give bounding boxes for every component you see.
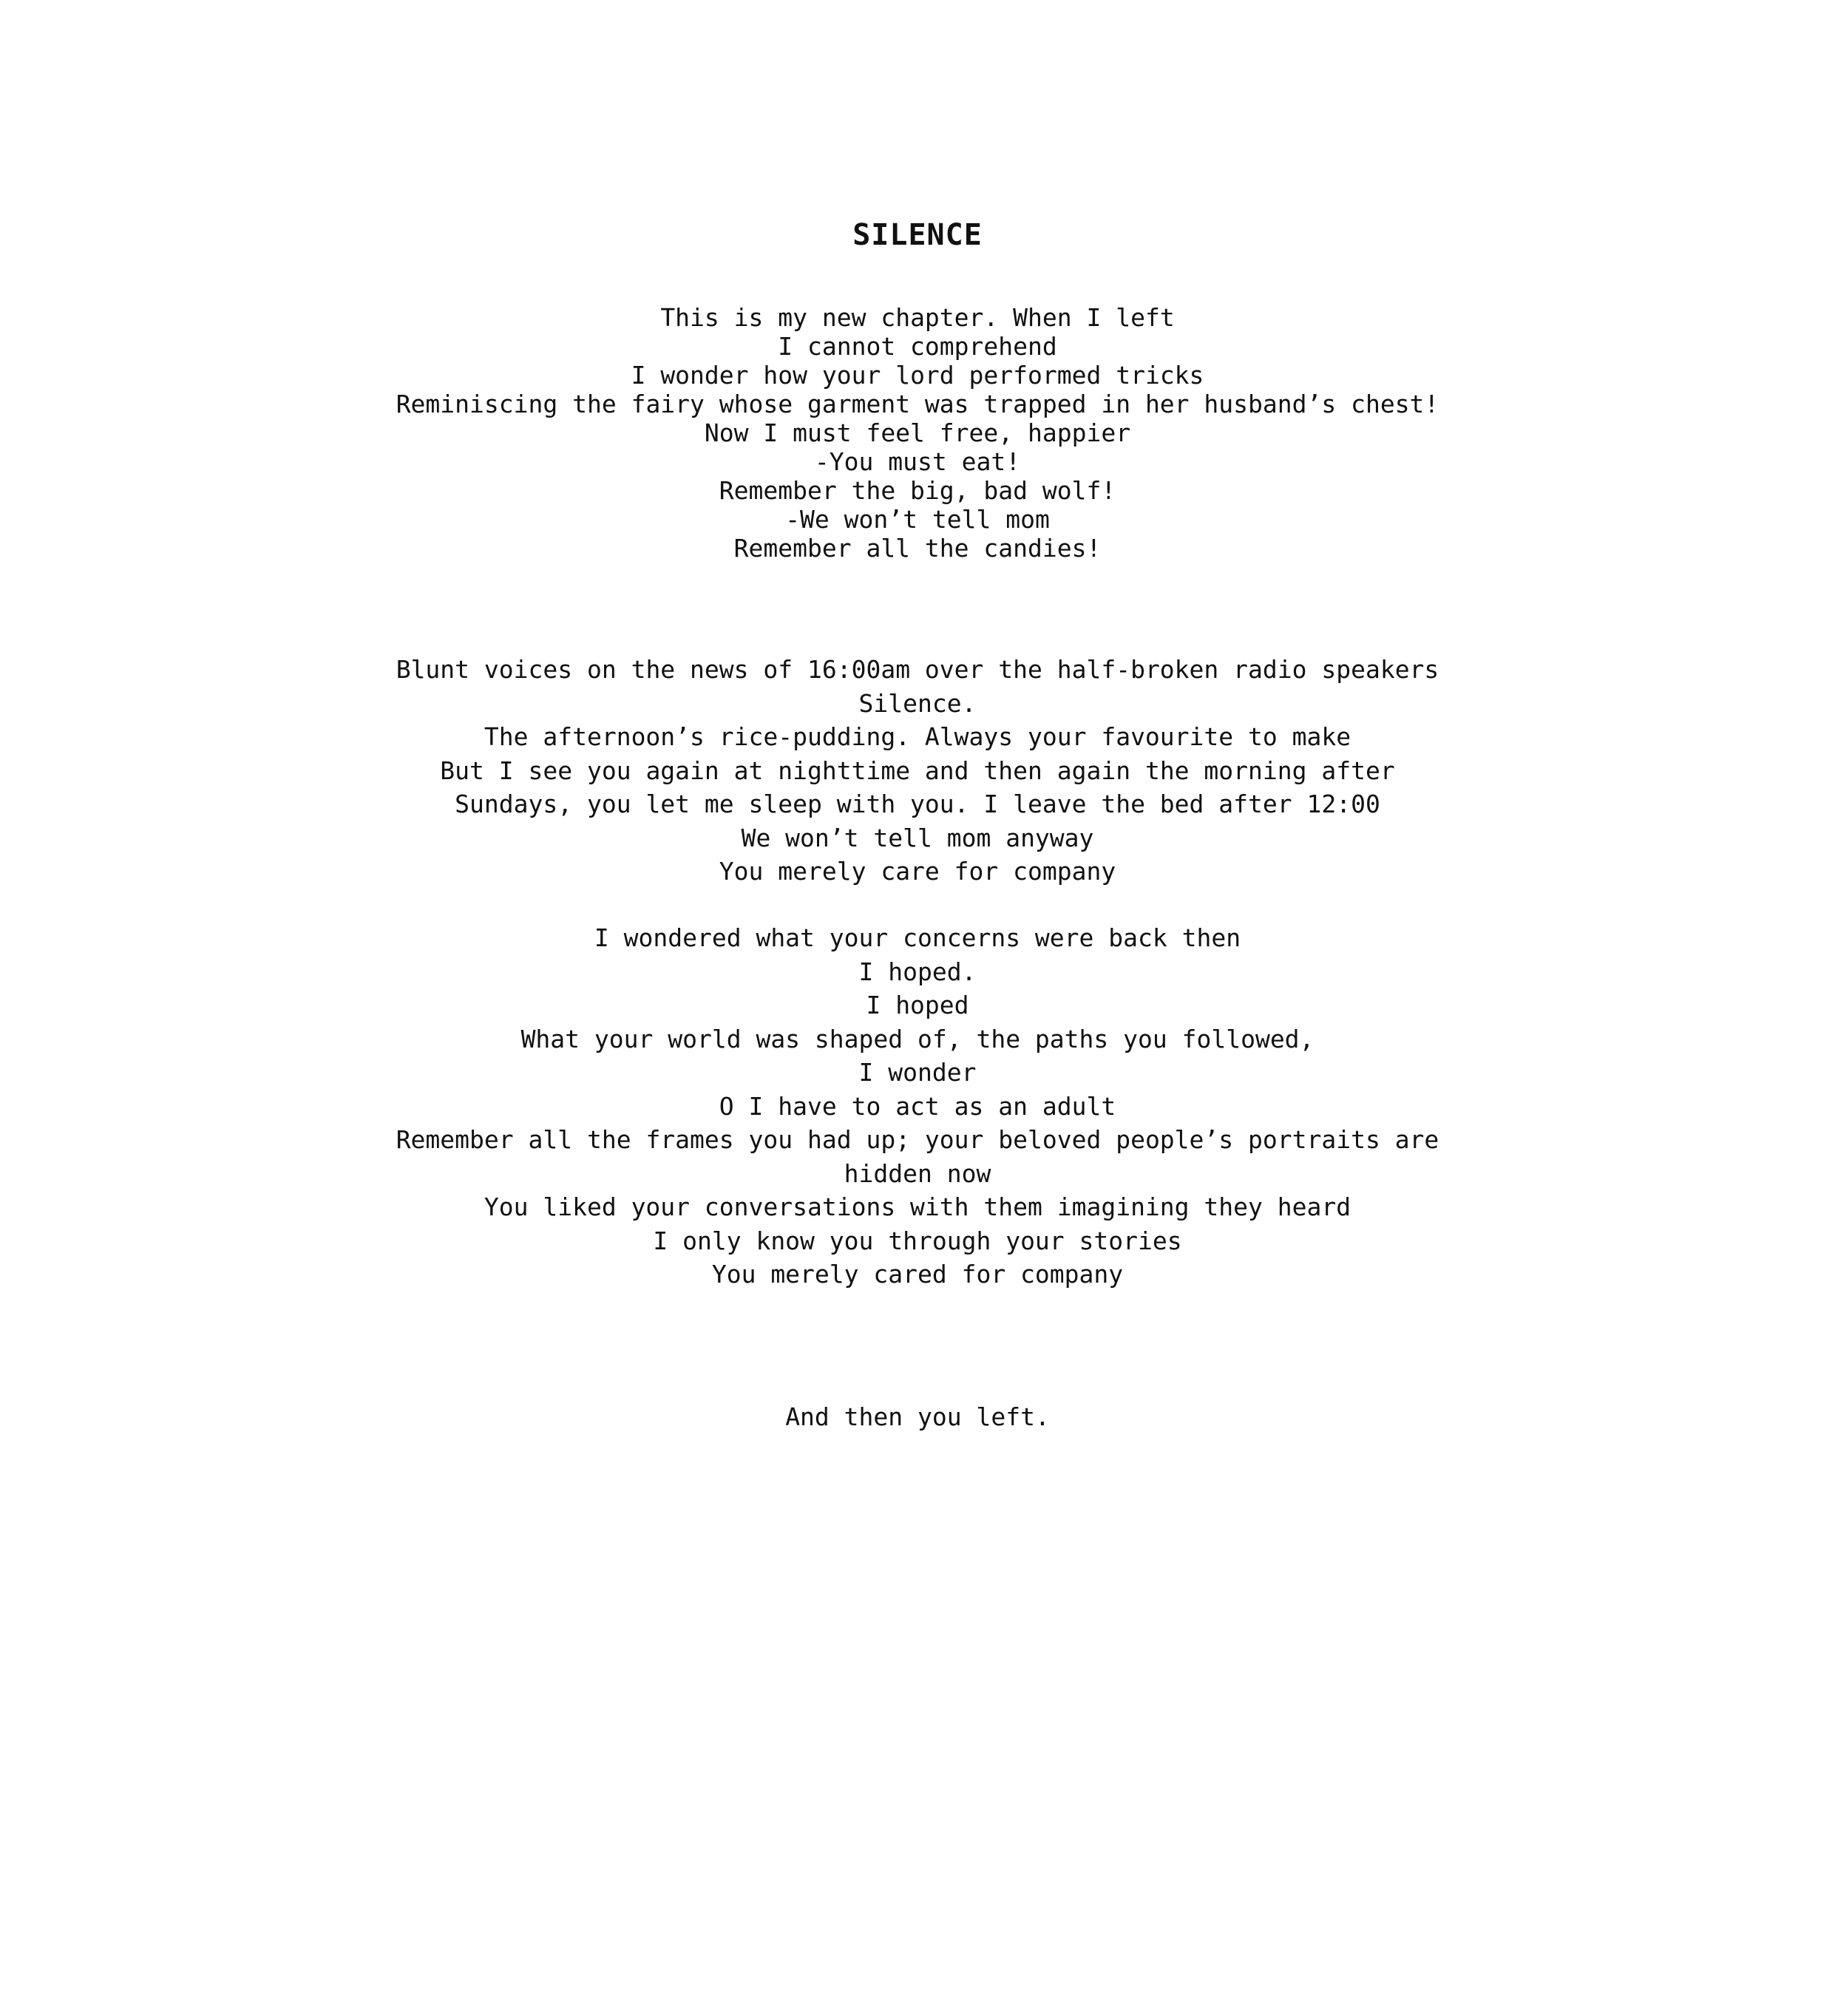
poem-line: I hoped [866, 991, 969, 1019]
poem-title: SILENCE [852, 218, 983, 252]
poem-line: I wonder how your lord performed tricks [631, 361, 1204, 390]
poem-line: Reminiscing the fairy whose garment was trapped in her husband’s chest! [396, 390, 1439, 418]
poem-line: I wondered what your concerns were back then [594, 923, 1241, 952]
poem-line: O I have to act as an adult [719, 1091, 1116, 1121]
poem-line: -We won’t tell mom [785, 505, 1050, 534]
poem-line: Remember the big, bad wolf! [719, 476, 1116, 505]
poem-line: You merely care for company [719, 857, 1116, 886]
poem-line: What your world was shaped of, the paths you followed, [520, 1024, 1315, 1053]
stanza-3 [0, 921, 1835, 1292]
poem-line: We won’t tell mom anyway [741, 823, 1094, 852]
poem-line: I wonder [858, 1058, 977, 1087]
poem-line: But I see you again at nighttime and then again the morning after [440, 756, 1395, 785]
poem-line: The afternoon’s rice-pudding. Always your favourite to make [484, 722, 1351, 751]
poem-line: This is my new chapter. When I left [660, 303, 1175, 332]
poem-line: -You must eat! [814, 447, 1021, 476]
poem-line: And then you left. [785, 1402, 1050, 1431]
stanza-1 [0, 303, 1835, 563]
stanza-4 [0, 1400, 1835, 1434]
poem-line: Blunt voices on the news of 16:00am over the half-broken radio speakers [396, 655, 1439, 684]
poem-line: Silence. [858, 688, 977, 718]
poem-line: Remember all the frames you had up; your beloved people’s portraits are [396, 1125, 1439, 1154]
poem-line: Now I must feel free, happier [704, 418, 1131, 447]
poem-line: hidden now [844, 1158, 991, 1188]
poem-line: Remember all the candies! [733, 534, 1102, 563]
poem-line: You liked your conversations with them imagining they heard [484, 1192, 1351, 1221]
poem-line: You merely cared for company [711, 1260, 1124, 1289]
poem-line: Sundays, you let me sleep with you. I leave the bed after 12:00 [455, 790, 1380, 818]
poem-line: I only know you through your stories [653, 1226, 1182, 1255]
poem-line: I hoped. [858, 957, 977, 986]
poem-line: I cannot comprehend [778, 332, 1057, 361]
stanza-2 [0, 653, 1835, 889]
